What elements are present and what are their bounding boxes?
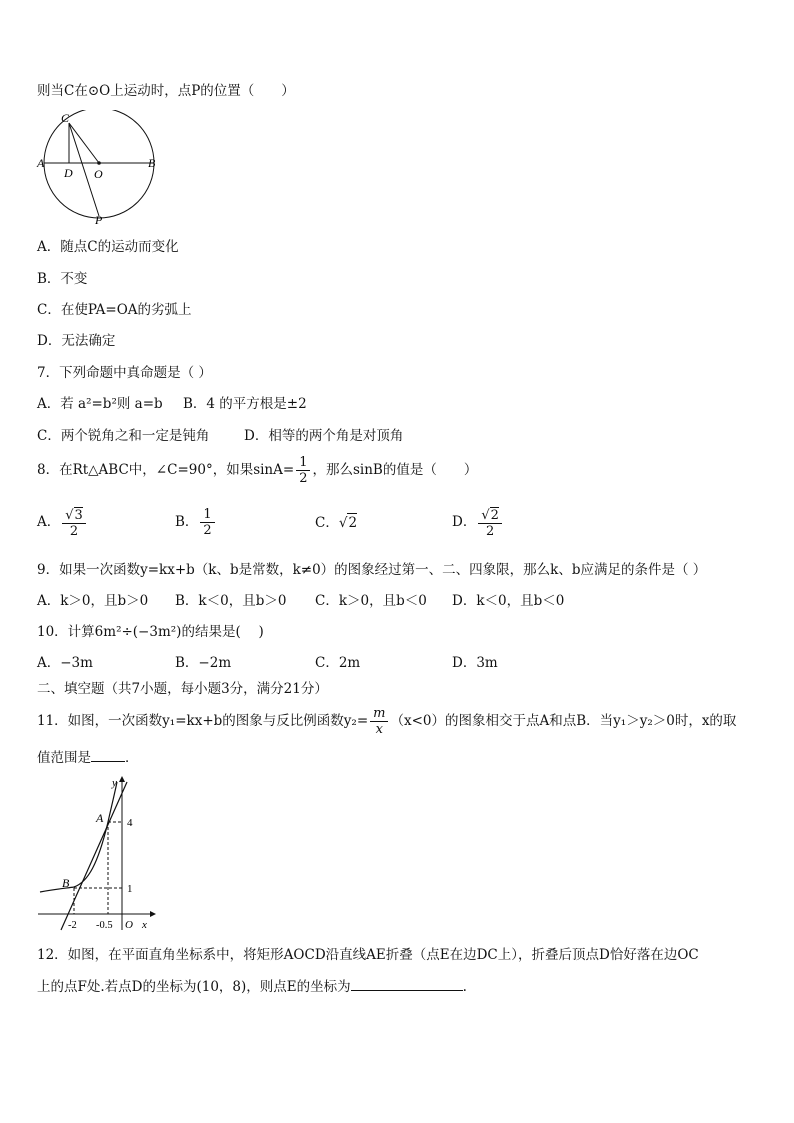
- q7-option-b: B．4 的平方根是±2: [183, 396, 307, 412]
- q8-c-rad: 2: [348, 515, 358, 531]
- label-x: x: [142, 919, 147, 931]
- q12-line2-end: .: [462, 979, 467, 995]
- label-c: C: [61, 111, 70, 125]
- q8-a-label: A．: [37, 514, 61, 530]
- hyperbola-y2: [40, 782, 117, 892]
- label-neg05: -0.5: [96, 920, 113, 931]
- q9-stem: 9．如果一次函数y=kx+b（k、b是常数，k≠0）的图象经过第一、二、四象限，那么k、b应满足的条件是（ ）: [37, 562, 707, 578]
- q10-stem: 10．计算6m²÷(−3m²)的结果是( ): [37, 624, 264, 640]
- q11-stem-pre: 11．如图，一次函数y₁=kx+b的图象与反比例函数y₂=: [37, 713, 369, 729]
- q8-b-den: 2: [200, 522, 214, 538]
- label-b: B: [62, 876, 70, 890]
- label-a: A: [37, 156, 45, 170]
- q11-graph-figure: [36, 774, 161, 934]
- q8-c-label: C．: [315, 515, 339, 531]
- q8-a-den: 2: [62, 523, 86, 539]
- q9-option-c: C．k＞0，且b＜0: [315, 593, 427, 609]
- label-b: B: [148, 156, 156, 170]
- q10-option-c: C．2m: [315, 655, 361, 671]
- label-1: 1: [127, 883, 133, 895]
- q9-option-b: B．k＜0，且b＞0: [175, 593, 287, 609]
- q8-stem-fraction: [296, 455, 310, 486]
- q6-option-b: B．不变: [37, 271, 88, 287]
- q10-option-d: D．3m: [452, 655, 498, 671]
- label-o: O: [94, 167, 103, 181]
- q8-d-rad: 2: [490, 507, 499, 523]
- q11-line2: [37, 749, 139, 767]
- section-fill-in-heading: 二、填空题（共7小题，每小题3分，满分21分）: [37, 681, 328, 697]
- q8-stem-post: ，那么sinB的值是（ ）: [312, 462, 478, 478]
- q8-a-frac: [62, 507, 86, 539]
- q11-stem-post: （x<0）的图象相交于点A和点B．当y₁＞y₂＞0时，x的取: [390, 713, 737, 729]
- q11-line2-text: 值范围是: [37, 750, 91, 766]
- q8-option-b: [175, 503, 217, 541]
- q6-option-a: A．随点C的运动而变化: [37, 239, 179, 255]
- q8-option-c: C．√2: [315, 515, 358, 531]
- q7-option-c: C．两个锐角之和一定是钝角: [37, 428, 210, 444]
- q11-line2-end: ．: [125, 750, 139, 766]
- q11-fraction: [370, 706, 388, 737]
- line-y1: [61, 782, 127, 930]
- label-4: 4: [127, 817, 133, 829]
- q6-circle-figure: [34, 110, 164, 225]
- q8-d-label: D．: [452, 514, 477, 530]
- q12-line1: 12．如图，在平面直角坐标系中，将矩形AOCD沿直线AE折叠（点E在边DC上），折叠后顶点D恰好落在边OC: [37, 947, 699, 963]
- q8-a-rad: 3: [74, 507, 83, 523]
- q11-frac-num: m: [373, 706, 386, 721]
- q6-option-c: C．在使PA=OA的劣弧上: [37, 302, 192, 318]
- q8-d-den: 2: [478, 523, 502, 539]
- q11-stem: [37, 703, 736, 739]
- q8-a-num: √3: [65, 507, 83, 523]
- label-o: O: [125, 919, 133, 931]
- q9-option-d: D．k＜0，且b＜0: [452, 593, 565, 609]
- label-y: y: [112, 777, 117, 789]
- q8-stem-pre: 8．在Rt△ABC中，∠C=90°，如果sinA=: [37, 462, 295, 478]
- q8-b-frac: [200, 507, 214, 538]
- q8-option-d: [452, 503, 504, 541]
- q7-option-a: A．若 a²=b²则 a=b: [37, 396, 163, 412]
- q8-d-num: √2: [481, 507, 499, 523]
- q11-frac-den: x: [370, 721, 388, 737]
- q8-d-frac: [478, 507, 502, 539]
- center-dot: [97, 161, 101, 165]
- q6-option-d: D．无法确定: [37, 333, 116, 349]
- q7-option-d: D．相等的两个角是对顶角: [244, 428, 404, 444]
- segment-co: [69, 123, 99, 163]
- label-p: P: [95, 213, 103, 225]
- q8-b-label: B．: [175, 514, 199, 530]
- q8-frac-den: 2: [296, 470, 310, 486]
- q12-answer-blank[interactable]: [351, 978, 463, 991]
- q12-line2: [37, 978, 467, 996]
- x-axis-arrow: [150, 911, 156, 917]
- q11-answer-blank[interactable]: [91, 749, 125, 762]
- label-a: A: [96, 811, 104, 825]
- q10-option-a: A．−3m: [37, 655, 93, 671]
- q6-stem: 则当C在⊙O上运动时，点P的位置（ ）: [37, 83, 295, 99]
- q8-frac-num: 1: [299, 455, 308, 470]
- q9-option-a: A．k＞0，且b＞0: [37, 593, 149, 609]
- q7-stem: 7．下列命题中真命题是（ ）: [37, 365, 212, 381]
- label-d: D: [64, 166, 73, 180]
- q8-stem: [37, 453, 477, 487]
- q8-option-a: [37, 503, 88, 541]
- q8-b-num: 1: [203, 507, 212, 522]
- label-neg2: -2: [68, 920, 77, 931]
- y-axis-arrow: [119, 776, 125, 782]
- q12-line2-text: 上的点F处.若点D的坐标为(10，8)，则点E的坐标为: [37, 979, 351, 995]
- q10-option-b: B．−2m: [175, 655, 232, 671]
